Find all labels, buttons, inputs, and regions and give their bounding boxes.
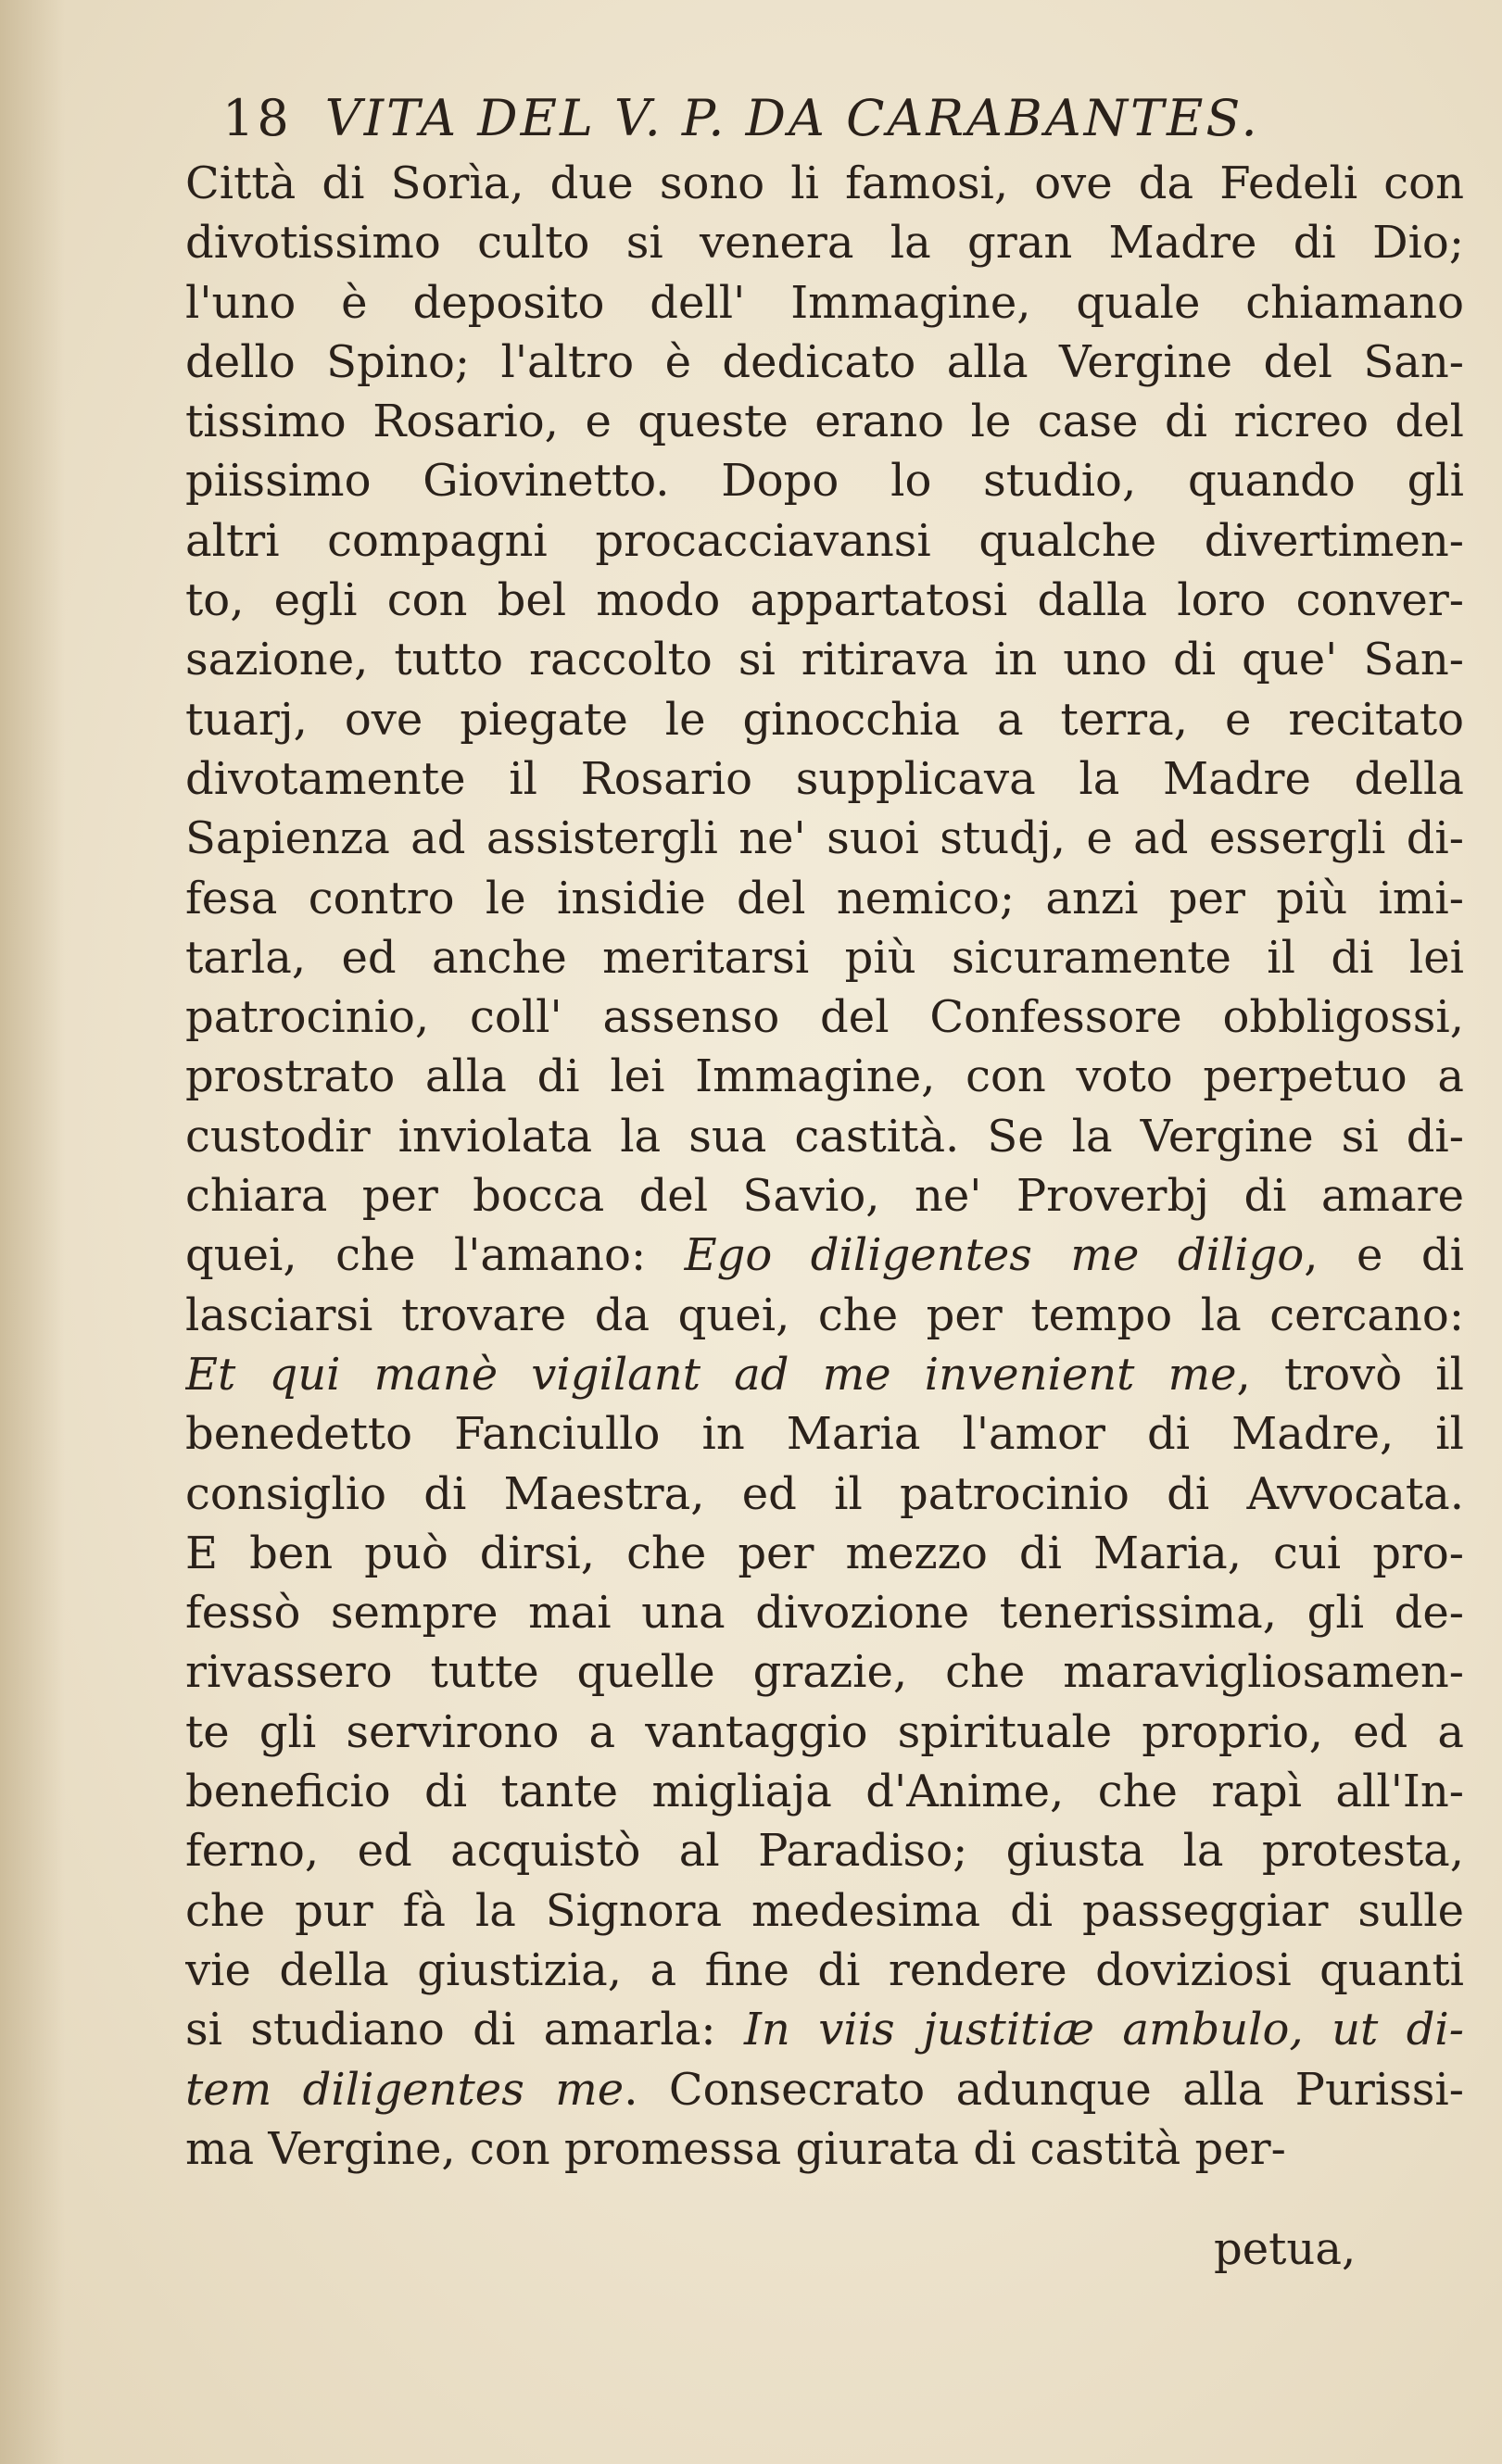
text-line (185, 928, 1464, 987)
text-run: lasciarsi trovare da quei, che per tempo la cercano: (185, 1289, 1464, 1341)
text-line (185, 2000, 1464, 2059)
text-run: piissimo Giovinetto. Dopo lo studio, quando gli (185, 455, 1464, 508)
text-line (185, 1107, 1464, 1166)
text-line (185, 1524, 1464, 1583)
text-run: ma Vergine, con promessa giurata di castità per- (185, 2122, 1286, 2175)
text-line (185, 1404, 1464, 1464)
text-line (185, 2060, 1464, 2119)
text-run: te gli servirono a vantaggio spirituale proprio, ed a (185, 1705, 1464, 1758)
text-line (185, 1345, 1464, 1404)
text-line (185, 630, 1464, 689)
text-run: E ben può dirsi, che per mezzo di Maria, cui pro- (185, 1527, 1464, 1579)
latin-quotation: In viis justitiæ ambulo, ut di- (743, 2004, 1464, 2056)
text-run: Città di Sorìa, due sono li famosi, ove da Fedeli con (185, 157, 1464, 209)
text-run: divotissimo culto si venera la gran Madre di Dio; (185, 217, 1464, 270)
text-run: to, egli con bel modo appartatosi dalla loro conver- (185, 574, 1464, 627)
text-run: tarla, ed anche meritarsi più sicuramente il di lei (185, 931, 1464, 984)
text-run: che pur fà la Signora medesima di passeggiar sulle (185, 1884, 1464, 1937)
text-run: fesa contro le insidie del nemico; anzi per più imi- (185, 872, 1464, 924)
text-run: patrocinio, coll' assenso del Confessore obbligossi, (185, 991, 1464, 1044)
text-line (185, 749, 1464, 809)
page-number: 18 (222, 89, 292, 147)
binding-shadow (0, 0, 65, 2464)
text-line (185, 154, 1464, 213)
text-line (185, 1465, 1464, 1524)
text-run: si studiano di amarla: (185, 2004, 744, 2056)
text-line (185, 273, 1464, 333)
body-text (185, 154, 1464, 2179)
text-run: vie della giustizia, a fine di rendere doviziosi quanti (185, 1943, 1464, 1996)
text-line (185, 809, 1464, 868)
text-run: l'uno è deposito dell' Immagine, quale chiamano (185, 276, 1464, 329)
text-run: sazione, tutto raccolto si ritirava in uno di que' San- (185, 634, 1464, 686)
text-run: ferno, ed acquistò al Paradiso; giusta la protesta, (185, 1825, 1464, 1878)
text-run: consiglio di Maestra, ed il patrocinio di Avvocata. (185, 1467, 1464, 1520)
text-run: rivassero tutte quelle grazie, che maravigliosamen- (185, 1646, 1464, 1699)
text-line (185, 451, 1464, 510)
text-line (185, 511, 1464, 571)
catchword: petua, (1214, 2223, 1357, 2275)
latin-quotation: tem diligentes me (185, 2063, 625, 2116)
text-line (185, 392, 1464, 451)
text-line (185, 2119, 1464, 2179)
text-run: benedetto Fanciullo in Maria l'amor di Madre, il (185, 1408, 1464, 1461)
text-line (185, 333, 1464, 392)
text-run: altri compagni procacciavansi qualche divertimen- (185, 514, 1464, 567)
running-title: VITA DEL V. P. DA CARABANTES. (324, 89, 1260, 147)
text-line (185, 1047, 1464, 1106)
text-run: chiara per bocca del Savio, ne' Proverbj di amare (185, 1170, 1464, 1223)
text-run: dello Spino; l'altro è dedicato alla Vergine del San- (185, 335, 1464, 388)
text-line (185, 213, 1464, 272)
text-line (185, 1226, 1464, 1285)
text-run: prostrato alla di lei Immagine, con voto perpetuo a (185, 1050, 1464, 1103)
text-line (185, 1583, 1464, 1642)
text-line (185, 1703, 1464, 1762)
text-line (185, 1881, 1464, 1941)
text-line (185, 869, 1464, 928)
text-run: tuarj, ove piegate le ginocchia a terra, e recitato (185, 693, 1464, 746)
latin-quotation: Ego diligentes me diligo (684, 1229, 1305, 1282)
text-line (185, 1166, 1464, 1226)
text-run: tissimo Rosario, e queste erano le case di ricreo del (185, 396, 1464, 448)
text-run: beneficio di tante migliaja d'Anime, che rapì all'In- (185, 1766, 1464, 1818)
text-line (185, 1286, 1464, 1345)
text-run: Sapienza ad assistergli ne' suoi studj, e ad essergli di- (185, 812, 1464, 865)
text-run: quei, che l'amano: (185, 1229, 685, 1282)
text-run: , e di (1304, 1229, 1464, 1282)
text-run: fessò sempre mai una divozione tenerissima, gli de- (185, 1587, 1464, 1640)
text-run: divotamente il Rosario supplicava la Madre della (185, 752, 1464, 805)
text-run: , trovò il (1236, 1348, 1464, 1401)
text-line (185, 690, 1464, 749)
text-line (185, 1642, 1464, 1702)
text-run: . Consecrato adunque alla Purissi- (624, 2063, 1464, 2116)
text-line (185, 1762, 1464, 1821)
text-line (185, 1941, 1464, 2000)
text-line (185, 571, 1464, 630)
text-run: custodir inviolata la sua castità. Se la Vergine si di- (185, 1110, 1464, 1163)
text-line (185, 987, 1464, 1047)
running-head (222, 91, 1260, 146)
latin-quotation: Et qui manè vigilant ad me invenient me (185, 1348, 1237, 1401)
text-line (185, 1821, 1464, 1880)
